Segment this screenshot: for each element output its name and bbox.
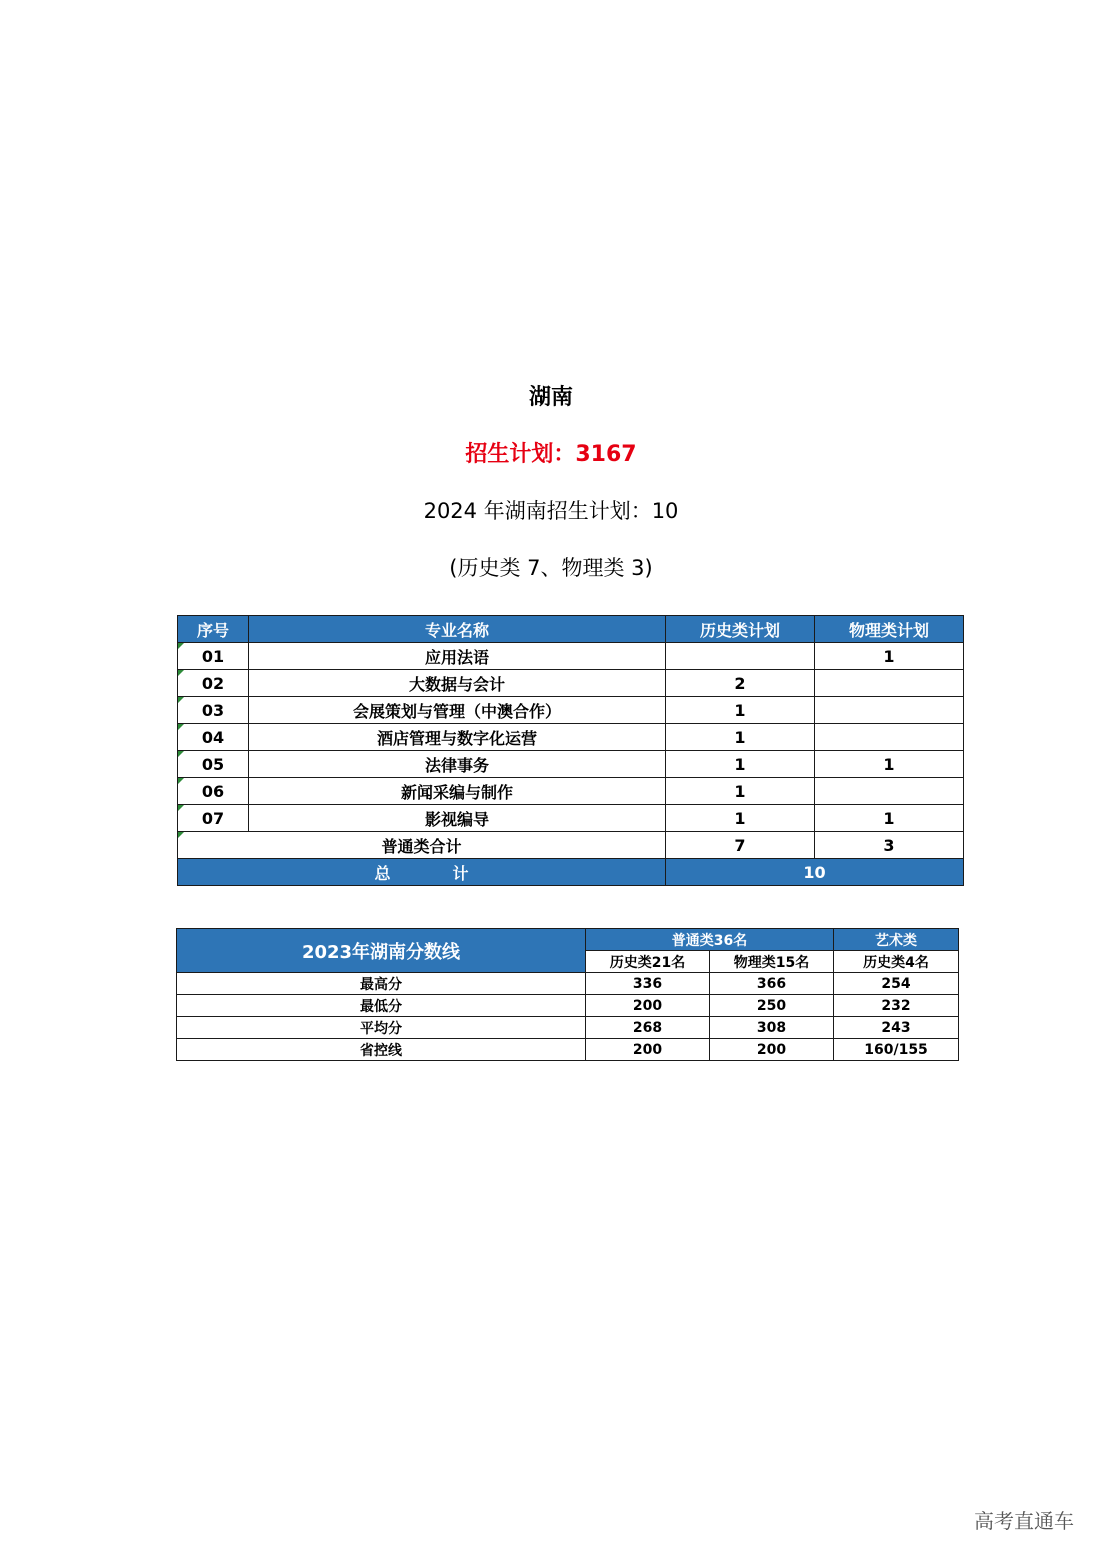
score-history: 336 <box>586 973 710 995</box>
table-row <box>178 643 964 670</box>
score-art: 243 <box>834 1017 959 1039</box>
col-history: 历史类21名 <box>586 951 710 973</box>
table-row <box>177 1017 959 1039</box>
score-line-table <box>176 928 959 1061</box>
subtotal-history: 7 <box>666 832 815 859</box>
col-art-history: 历史类4名 <box>834 951 959 973</box>
row-seq: 07 <box>178 805 249 832</box>
row-history-plan: 1 <box>666 697 815 724</box>
score-art: 160/155 <box>834 1039 959 1061</box>
total-label: 总计 <box>374 863 531 883</box>
score-history: 268 <box>586 1017 710 1039</box>
table-row <box>177 995 959 1017</box>
row-major-name: 会展策划与管理（中澳合作） <box>249 697 666 724</box>
row-history-plan <box>666 643 815 670</box>
table-row <box>178 724 964 751</box>
score-history: 200 <box>586 1039 710 1061</box>
row-physics-plan <box>815 697 964 724</box>
score-art: 232 <box>834 995 959 1017</box>
col-header-major: 专业名称 <box>249 616 666 643</box>
table-row <box>178 751 964 778</box>
row-physics-plan <box>815 724 964 751</box>
subtotal-row <box>178 832 964 859</box>
row-history-plan: 1 <box>666 724 815 751</box>
row-seq: 05 <box>178 751 249 778</box>
row-history-plan: 1 <box>666 751 815 778</box>
score-physics: 250 <box>710 995 834 1017</box>
score-label: 平均分 <box>177 1017 586 1039</box>
subtotal-physics: 3 <box>815 832 964 859</box>
col-header-seq: 序号 <box>178 616 249 643</box>
table-row <box>177 973 959 995</box>
score-label: 最低分 <box>177 995 586 1017</box>
table-row <box>178 778 964 805</box>
col-physics: 物理类15名 <box>710 951 834 973</box>
plan-2024-line: 2024 年湖南招生计划：10 <box>423 499 679 523</box>
score-header-row <box>177 929 959 951</box>
row-seq: 03 <box>178 697 249 724</box>
group-art: 艺术类 <box>834 929 959 951</box>
row-history-plan: 1 <box>666 805 815 832</box>
score-physics: 200 <box>710 1039 834 1061</box>
row-physics-plan: 1 <box>815 643 964 670</box>
table-row <box>178 805 964 832</box>
enrollment-plan-table <box>177 615 964 886</box>
row-major-name: 大数据与会计 <box>249 670 666 697</box>
row-history-plan: 2 <box>666 670 815 697</box>
subtotal-label: 普通类合计 <box>178 832 666 859</box>
score-history: 200 <box>586 995 710 1017</box>
row-history-plan: 1 <box>666 778 815 805</box>
total-value: 10 <box>666 859 964 886</box>
table-row <box>178 697 964 724</box>
score-art: 254 <box>834 973 959 995</box>
row-major-name: 新闻采编与制作 <box>249 778 666 805</box>
enrollment-plan-total: 招生计划：3167 <box>465 442 637 467</box>
total-label-cell <box>178 859 666 886</box>
col-header-history-plan: 历史类计划 <box>666 616 815 643</box>
row-seq: 02 <box>178 670 249 697</box>
score-physics: 308 <box>710 1017 834 1039</box>
total-row <box>178 859 964 886</box>
table-header-row <box>178 616 964 643</box>
row-major-name: 法律事务 <box>249 751 666 778</box>
table-row <box>178 670 964 697</box>
row-seq: 01 <box>178 643 249 670</box>
row-physics-plan: 1 <box>815 751 964 778</box>
watermark: 高考直通车 <box>974 1509 1074 1533</box>
row-physics-plan <box>815 778 964 805</box>
group-general: 普通类36名 <box>586 929 834 951</box>
table-row <box>177 1039 959 1061</box>
score-physics: 366 <box>710 973 834 995</box>
score-label: 最高分 <box>177 973 586 995</box>
row-major-name: 影视编导 <box>249 805 666 832</box>
plan-split-line: (历史类 7、物理类 3) <box>449 556 653 580</box>
row-physics-plan <box>815 670 964 697</box>
row-seq: 04 <box>178 724 249 751</box>
score-table-title: 2023年湖南分数线 <box>177 929 586 973</box>
col-header-physics-plan: 物理类计划 <box>815 616 964 643</box>
row-physics-plan: 1 <box>815 805 964 832</box>
row-major-name: 应用法语 <box>249 643 666 670</box>
row-major-name: 酒店管理与数字化运营 <box>249 724 666 751</box>
row-seq: 06 <box>178 778 249 805</box>
score-label: 省控线 <box>177 1039 586 1061</box>
region-title: 湖南 <box>528 385 573 410</box>
